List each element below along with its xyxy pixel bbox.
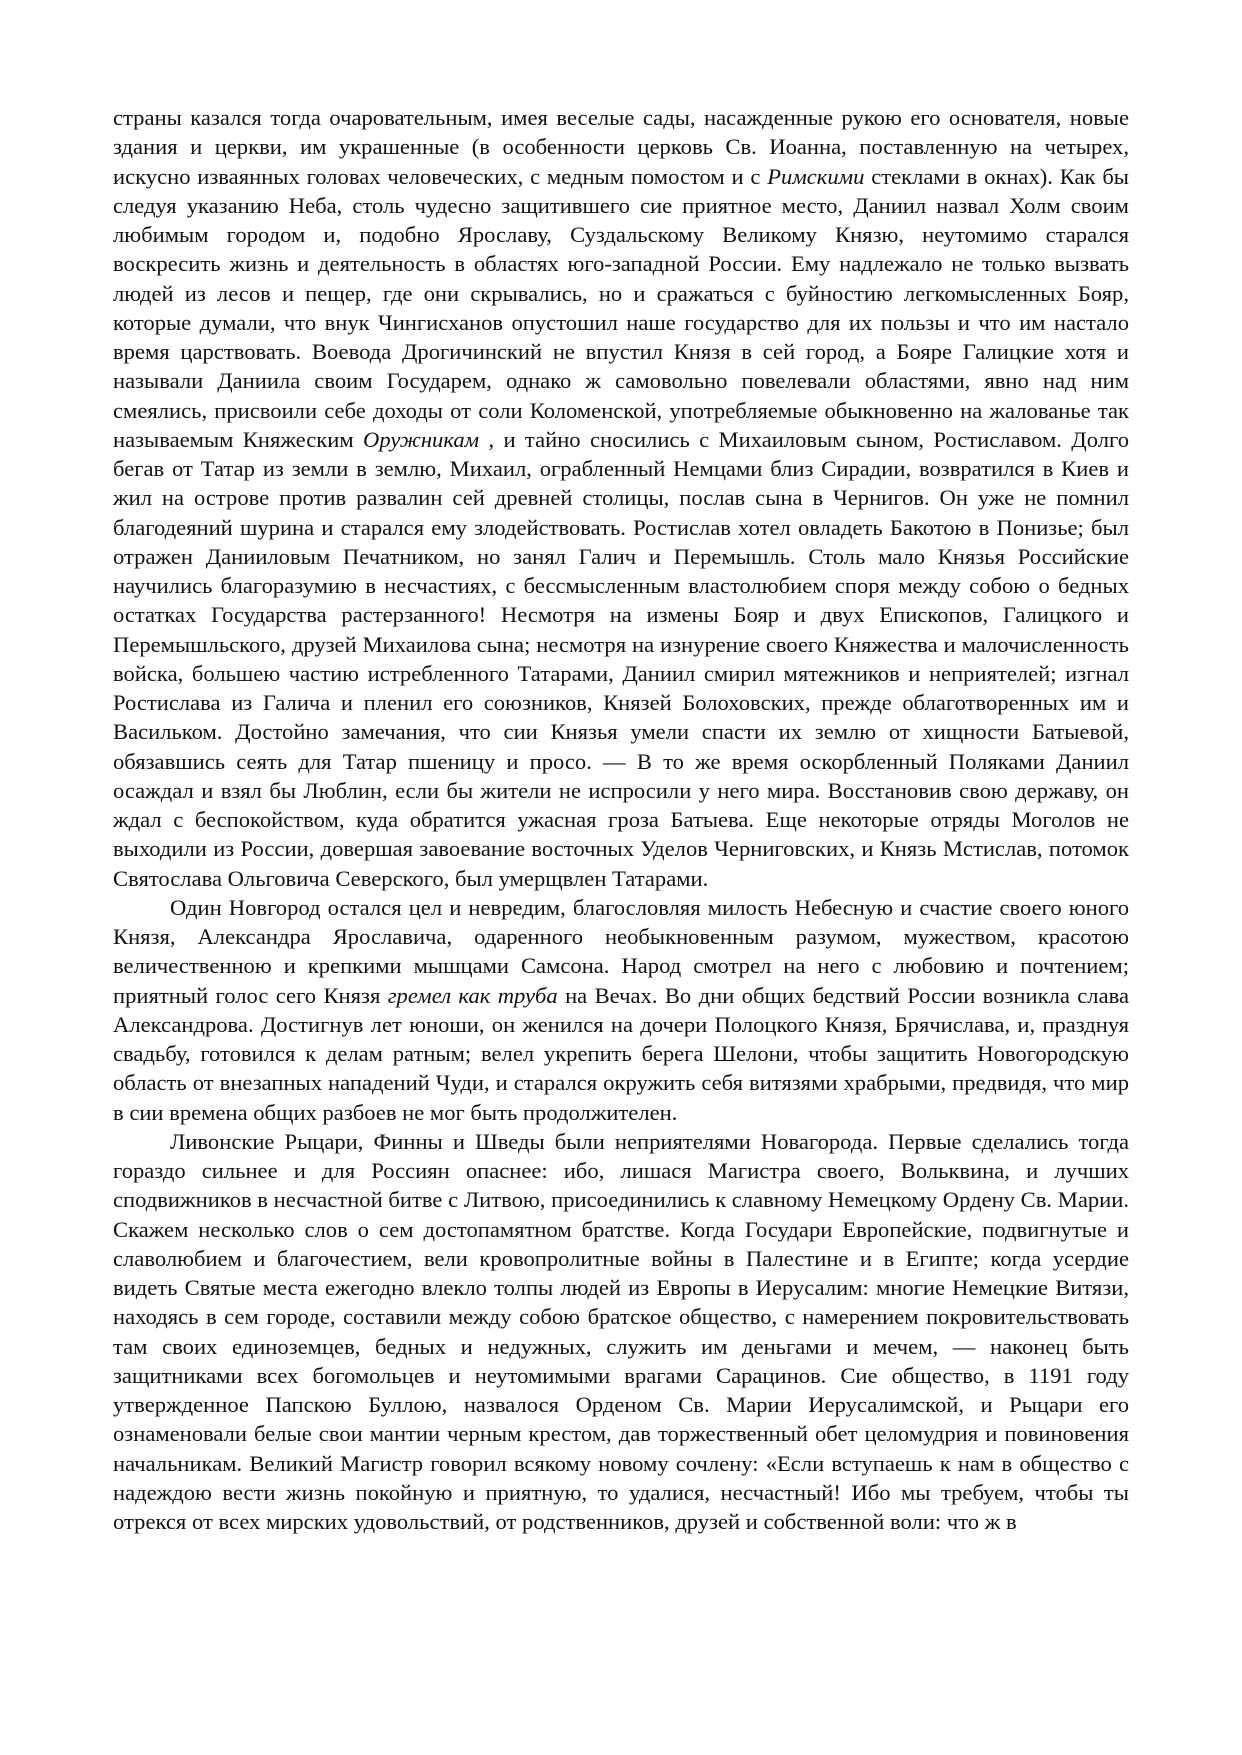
paragraph-2	[113, 893, 1129, 1127]
italic-phrase-gremel-kak-truba: гремел как труба	[387, 982, 558, 1008]
paragraph-2-text: Один Новгород остался цел и невредим, благословляя милость Небесную и счастие своего юного Князя, Александра Ярославича, одаренного необыкновенным разумом, мужеством, красотою величественною и крепкими мышцами Самсона. Народ смотрел на него с любовию и почтением; приятный голос сего Князя	[113, 894, 1129, 1008]
paragraph-3	[113, 1127, 1129, 1537]
paragraph-3-text: Ливонские Рыцари, Финны и Шведы были неприятелями Новагорода. Первые сделались тогда гораздо сильнее и для Россиян опаснее: ибо, лишася Магистра своего, Вольквина, и лучших сподвижников в несчастной битве с Литвою, присоединились к славному Немецкому Ордену Св. Марии. Скажем несколько слов о сем достопамятном братстве. Когда Государи Европейские, подвигнутые и славолюбием и благочестием, вели кровопролитные войны в Палестине и в Египте; когда усердие видеть Святые места ежегодно влекло толпы людей из Европы в Иерусалим: многие Немецкие Витязи, находясь в сем городе, составили между собою братское общество, с намерением покровительствовать там своих единоземцев, бедных и недужных, служить им деньгами и мечем, — наконец быть защитниками всех богомольцев и неутомимыми врагами Сарацинов. Сие общество, в 1191 году утвержденное Папскою Буллою, назвалося Орденом Св. Марии Иерусалимской, и Рыцари его ознаменовали белые свои мантии черным крестом, дав торжественный обет целомудрия и повиновения начальникам. Великий Магистр говорил всякому новому сочлену: «Если вступаешь к нам в общество с надеждою вести жизнь покойную и приятную, то удалися, несчастный! Ибо мы требуем, чтобы ты отрекся от всех мирских удовольствий, от родственников, друзей и собственной воли: что ж в	[113, 1128, 1129, 1534]
paragraph-1	[113, 103, 1129, 893]
italic-term-rimskimi: Римскими	[767, 163, 865, 189]
italic-term-oruzhnikam: Оружникам	[363, 426, 480, 452]
paragraph-2-text: на Вечах. Во дни общих бедствий России возникла слава Александрова. Достигнув лет юноши, он женился на дочери Полоцкого Князя, Брячислава, и, празднуя свадьбу, готовился к делам ратным; велел укрепить берега Шелони, чтобы защитить Новогородскую область от внезапных нападений Чуди, и старался окружить себя витязями храбрыми, предвидя, что мир в сии времена общих разбоев не мог быть продолжителен.	[113, 982, 1129, 1125]
paragraph-1-text: , и тайно сносились с Михаиловым сыном, Ростиславом. Долго бегав от Татар из земли в землю, Михаил, ограбленный Немцами близ Сирадии, возвратился в Киев и жил на острове против развалин сей древней столицы, послав сына в Чернигов. Он уже не помнил благодеяний шурина и старался ему злодействовать. Ростислав хотел овладеть Бакотою в Понизье; был отражен Данииловым Печатником, но занял Галич и Перемышль. Столь мало Князья Российские научились благоразумию в несчастиях, с бессмысленным властолюбием споря между собою о бедных остатках Государства растерзанного! Несмотря на измены Бояр и двух Епископов, Галицкого и Перемышльского, друзей Михаилова сына; несмотря на изнурение своего Княжества и малочисленность войска, большею частию истребленного Татарами, Даниил смирил мятежников и неприятелей; изгнал Ростислава из Галича и пленил его союзников, Князей Болоховских, прежде облаготворенных им и Васильком. Достойно замечания, что сии Князья умели спасти их землю от хищности Батыевой, обязавшись сеять для Татар пшеницу и просо. — В то же время оскорбленный Поляками Даниил осаждал и взял бы Люблин, если бы жители не испросили у него мира. Восстановив свою державу, он ждал с беспокойством, куда обратится ужасная гроза Батыева. Еще некоторые отряды Моголов не выходили из России, довершая завоевание восточных Уделов Черниговских, и Князь Мстислав, потомок Святослава Ольговича Северского, был умерщвлен Татарами.	[113, 426, 1129, 891]
document-page	[113, 103, 1129, 1536]
paragraph-1-text: страны казался тогда очаровательным, имея веселые сады, насажденные рукою его основателя, новые здания и церкви, им украшенные (в особенности церковь Св. Иоанна, поставленную на четырех, искусно изваянных головах человеческих, с медным помостом и с	[113, 105, 1129, 189]
paragraph-1-text: стеклами в окнах). Как бы следуя указанию Неба, столь чудесно защитившего сие приятное место, Даниил назвал Холм своим любимым городом и, подобно Ярославу, Суздальскому Великому Князю, неутомимо старался воскресить жизнь и деятельность в областях юго-западной России. Ему надлежало не только вызвать людей из лесов и пещер, где они скрывались, но и сражаться с буйностию легкомысленных Бояр, которые думали, что внук Чингисханов опустошил наше государство для их пользы и что им настало время царствовать. Воевода Дрогичинский не впустил Князя в сей город, а Бояре Галицкие хотя и называли Даниила своим Государем, однако ж самовольно повелевали областями, явно над ним смеялись, присвоили себе доходы от соли Коломенской, употребляемые обыкновенно на жалованье так называемым Княжеским	[113, 163, 1129, 452]
